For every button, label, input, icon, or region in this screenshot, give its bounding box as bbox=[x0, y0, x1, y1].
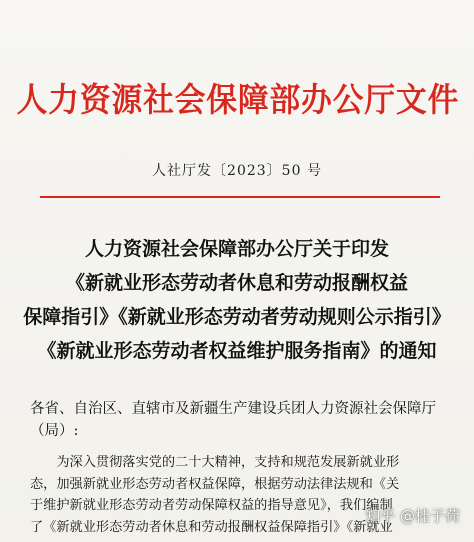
notice-title-line: 保障指引》《新就业形态劳动者劳动规则公示指引》 bbox=[23, 306, 451, 328]
red-divider-line bbox=[40, 196, 440, 198]
document-header-title: 人力资源社会保障部办公厅文件 bbox=[16, 80, 460, 119]
addressee-line: （局）: bbox=[30, 423, 79, 439]
addressee bbox=[30, 398, 460, 442]
notice-title-line: 《新就业形态劳动者权益维护服务指南》的通知 bbox=[37, 340, 437, 362]
notice-title bbox=[0, 232, 474, 368]
body-line: 于维护新就业形态劳动者劳动保障权益的指导意见》，我们编制 bbox=[30, 498, 393, 513]
body-line: 为深入贯彻落实党的二十大精神，支持和规范发展新就业形 bbox=[30, 455, 400, 470]
document-number: 人社厅发〔2023〕50 号 bbox=[152, 163, 322, 179]
addressee-line: 各省、自治区、直辖市及新疆生产建设兵团人力资源社会保障厅 bbox=[30, 401, 436, 417]
body-line: 了《新就业形态劳动者休息和劳动报酬权益保障指引》《新就业 bbox=[30, 519, 393, 535]
body-line: 态，加强新就业形态劳动者权益保障，根据劳动法律法规和《关 bbox=[30, 476, 400, 492]
zhihu-watermark: 知乎 @桂子荷 bbox=[365, 507, 460, 525]
notice-title-line: 《新就业形态劳动者休息和劳动报酬权益 bbox=[65, 272, 408, 294]
notice-title-line: 人力资源社会保障部办公厅关于印发 bbox=[84, 238, 389, 260]
